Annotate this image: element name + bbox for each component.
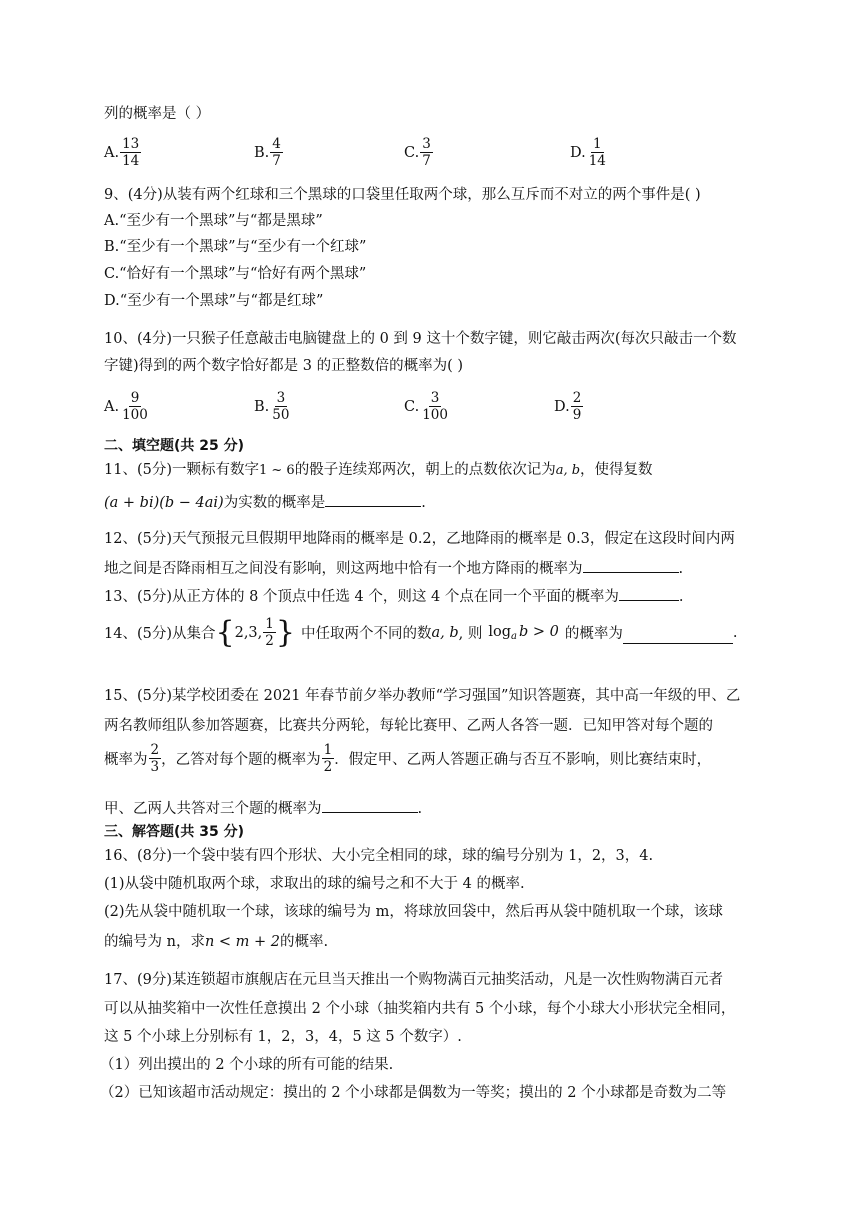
q15-line3: 概率为 $\frac{2}{3}$ ，乙答对每个题的概率为 $\frac{1}{2}$ ．假定甲、乙两人答题正确与否互不影响，则比赛结束时， xyxy=(104,742,712,775)
q14-set: 2,3, xyxy=(234,624,263,641)
q11-line2: (a + bi)(b − 4ai)为实数的概率是 . xyxy=(104,490,426,513)
q10-option-b: B. $\frac{3}{50}$ xyxy=(254,390,290,423)
q16-line2: (1)从袋中随机取两个球，求取出的球的编号之和不大于 4 的概率. xyxy=(104,876,525,892)
q14-log-expression: $\log_a b > 0$ xyxy=(488,623,559,642)
q8-option-c: C. $\frac{3}{7}$ xyxy=(404,136,431,169)
q9-option-b: B.“至少有一个黑球”与“至少有一个红球” xyxy=(104,239,367,255)
q17-line5: （2）已知该超市活动规定：摸出的 2 个小球都是偶数为一等奖；摸出的 2 个小球都是奇数为二等 xyxy=(100,1085,727,1101)
q14-set-brace-open: { xyxy=(215,614,235,650)
q9-option-a: A.“至少有一个黑球”与“都是黑球” xyxy=(104,213,323,229)
q9-option-c: C.“恰好有一个黑球”与“恰好有两个黑球” xyxy=(104,266,367,282)
q8-option-a: A. $\frac{13}{14}$ xyxy=(104,136,140,169)
q13-line: 13、(5分)从正方体的 8 个顶点中任选 4 个，则这 4 个点在同一个平面的概率为 . xyxy=(104,584,683,607)
q17-line2: 可以从抽奖箱中一次性任意摸出 2 个小球（抽奖箱内共有 5 个小球，每个小球大小形状完全相同， xyxy=(104,1001,736,1017)
q17-line4: （1）列出摸出的 2 个小球的所有可能的结果. xyxy=(100,1057,394,1073)
q17-line1: 17、(9分)某连锁超市旗舰店在元旦当天推出一个购物满百元抽奖活动，凡是一次性购物满百元者 xyxy=(104,972,723,988)
q10-stem-line2: 字键)得到的两个数字恰好都是 3 的正整数倍的概率为( ) xyxy=(104,358,464,374)
q14-line: 14、(5分)从集合 { 2,3, $\frac{1}{2}$ } 中任取两个不同的数 a, b , 则 $\log_a b > 0$ 的概率为 . xyxy=(104,614,738,650)
q12-answer-blank[interactable] xyxy=(583,556,679,573)
section-2-heading: 二、填空题(共 25 分) xyxy=(104,438,245,454)
q11-expression: (a + bi)(b − 4ai) xyxy=(104,495,224,511)
q15-line1: 15、(5分)某学校团委在 2021 年春节前夕举办教师“学习强国”知识答题赛，其中高一年级的甲、乙 xyxy=(104,688,741,704)
q8-stem-tail: 列的概率是（ ） xyxy=(104,106,211,122)
q14-answer-blank[interactable] xyxy=(623,627,733,644)
q12-line1: 12、(5分)天气预报元旦假期甲地降雨的概率是 0.2，乙地降雨的概率是 0.3，假定在这段时间内两 xyxy=(104,531,735,547)
q8-option-b: B. $\frac{4}{7}$ xyxy=(254,136,281,169)
q10-stem-line1: 10、(4分)一只猴子任意敲击电脑键盘上的 0 到 9 这十个数字键，则它敲击两次(每次只敲击一个数 xyxy=(104,331,737,347)
q11-answer-blank[interactable] xyxy=(325,490,421,507)
q14-set-brace-close: } xyxy=(275,614,295,650)
q15-line2: 两名教师组队参加答题赛，比赛共分两轮，每轮比赛甲、乙两人各答一题．已知甲答对每个题的 xyxy=(104,718,713,734)
q17-line3: 这 5 个小球上分别标有 1，2，3，4，5 这 5 个数字）. xyxy=(104,1029,462,1045)
section-3-heading: 三、解答题(共 35 分) xyxy=(104,824,245,840)
q8-option-d: D. $\frac{1}{14}$ xyxy=(570,136,606,169)
q11-range: 1 ~ 6 xyxy=(259,463,295,478)
q13-answer-blank[interactable] xyxy=(619,584,679,601)
q11-line1: 11、(5分)一颗标有数字1 ~ 6的骰子连续郑两次，朝上的点数依次记为a, b，使得复数 xyxy=(104,462,653,478)
q12-line2: 地之间是否降雨相互之间没有影响，则这两地中恰有一个地方降雨的概率为 . xyxy=(104,556,683,579)
q15-answer-blank[interactable] xyxy=(322,796,418,813)
q10-option-d: D. $\frac{2}{9}$ xyxy=(554,390,582,423)
q10-option-a: A. $\frac{9}{100}$ xyxy=(104,390,148,423)
q9-stem: 9、(4分)从装有两个红球和三个黑球的口袋里任取两个球，那么互斥而不对立的两个事件是( ) xyxy=(104,187,701,203)
q16-line3: (2)先从袋中随机取一个球，该球的编号为 m，将球放回袋中，然后再从袋中随机取一个球，该球 xyxy=(104,904,723,920)
q10-option-c: C. $\frac{3}{100}$ xyxy=(404,390,448,423)
q11-vars: a, b xyxy=(555,463,581,478)
q16-inequality: n < m + 2 xyxy=(204,934,281,950)
q16-line1: 16、(8分)一个袋中装有四个形状、大小完全相同的球，球的编号分别为 1，2，3，4. xyxy=(104,848,654,864)
q16-line4: 的编号为 n，求n < m + 2的概率. xyxy=(104,934,329,950)
q15-line4: 甲、乙两人共答对三个题的概率为 . xyxy=(104,796,422,819)
q9-option-d: D.“至少有一个黑球”与“都是红球” xyxy=(104,293,324,309)
